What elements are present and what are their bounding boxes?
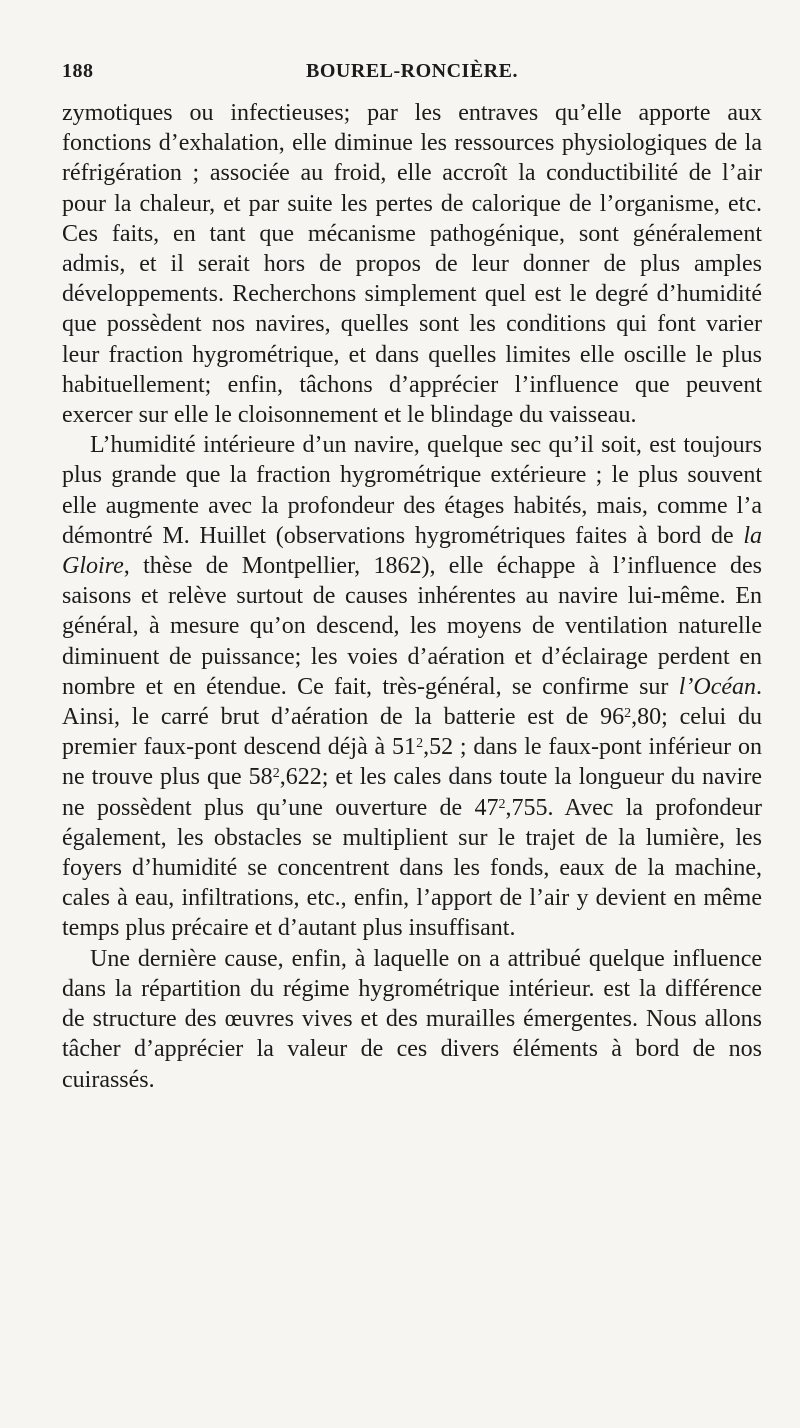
text-run: ,80; celui du premier faux-pont descend déjà à 51 [62, 704, 762, 761]
text-run: zymotiques ou infectieuses; par les entraves qu’elle apporte aux fonctions d’exhalation, elle diminue les ressources physiologiques de la réfrigération ; associée au froid, elle accroît la conductibilité de l’air pour la chaleur, et par suite les pertes de calorique de l’organisme, etc. Ces faits, en tant que mécanisme pathogénique, sont généralement admis, et il serait hors de propos de leur donner de plus amples développements. Recherchons simplement quel est le degré d’humidité que possèdent nos navires, quelles sont les conditions qui font varier leur fraction hygrométrique, et dans quelles limites elle oscille le plus habituellement; enfin, tâchons d’apprécier l’influence que peuvent exercer sur elle le cloisonnement et le blindage du vaisseau. [62, 100, 762, 429]
text-run: L’humidité intérieure d’un navire, quelque sec qu’il soit, est toujours plus grande que la fraction hygrométrique extérieure ; le plus souvent elle augmente avec la profondeur des étages habités, mais, comme l’a démontré M. Huillet (observations hygrométriques faites à bord de [62, 432, 762, 549]
superscript: 2 [624, 706, 632, 722]
superscript: 2 [498, 796, 506, 812]
superscript: 2 [416, 736, 424, 752]
page-header [62, 60, 762, 90]
page-number: 188 [62, 60, 94, 82]
body-text [62, 98, 762, 1095]
paragraph-1 [62, 98, 762, 430]
superscript: 2 [272, 766, 280, 782]
text-run: ,622; et les cales dans toute la longueur du navire ne possèdent plus qu’une ouverture de 47 [62, 764, 762, 821]
italic-text: la Gloire [62, 522, 762, 580]
text-run: , thèse de Montpellier, 1862), elle échappe à l’influence des saisons et relève surtout de causes inhérentes au navire lui-même. En général, à mesure qu’on descend, les moyens de ventilation naturelle diminuent de puissance; les voies d’aération et d’éclairage perdent en nombre et en étendue. Ce fait, très-général, se confirme sur [62, 553, 762, 700]
text-run: ,52 ; dans le faux-pont inférieur on ne trouve plus que 58 [62, 734, 763, 791]
paragraph-2 [62, 430, 762, 943]
paragraph-3 [62, 944, 762, 1095]
text-run: ,755. Avec la profondeur également, les obstacles se multiplient sur le trajet de la lumière, les foyers d’humidité se concentrent dans les fonds, eaux de la machine, cales à eau, infiltrations, etc., enfin, l’apport de l’air y devient en même temps plus précaire et d’autant plus insuffisant. [62, 794, 762, 942]
italic-text: l’Océan [678, 673, 756, 700]
running-head: BOUREL-RONCIÈRE. [306, 60, 518, 82]
text-run: . Ainsi, le carré brut d’aération de la batterie est de 96 [62, 673, 762, 731]
text-run: Une dernière cause, enfin, à laquelle on a attribué quelque influence dans la répartition du régime hygrométrique intérieur. est la différence de structure des œuvres vives et des murailles émergentes. Nous allons tâcher d’apprécier la valeur de ces divers éléments à bord de nos cuirassés. [62, 945, 762, 1093]
